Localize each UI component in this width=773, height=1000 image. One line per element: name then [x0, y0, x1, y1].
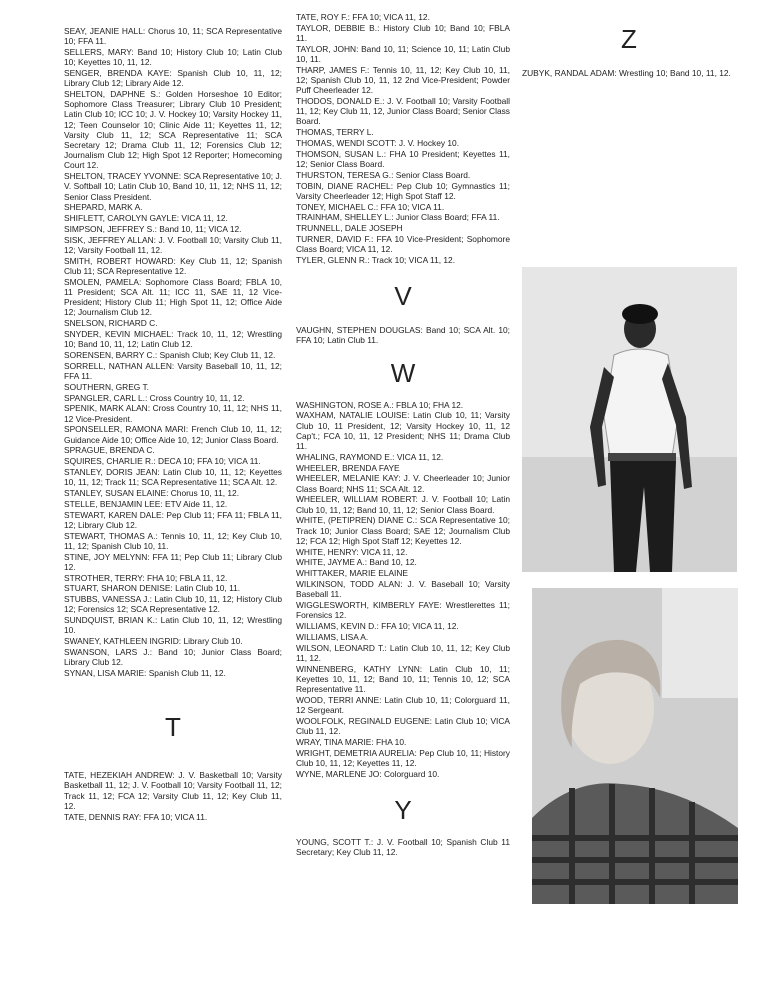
student-name: SWANEY, KATHLEEN INGRID: [64, 636, 182, 647]
student-name: STANLEY, SUSAN ELAINE: [64, 488, 169, 498]
student-activities: J. V. Hockey 10. [396, 138, 460, 148]
directory-entry [64, 499, 282, 509]
student-activities: Band 10, 11; VICA 12. [156, 224, 242, 235]
student-activities: History Club 10; Band 10; FBLA 11. [296, 22, 510, 43]
directory-entry [296, 716, 510, 736]
student-name: SHEPARD, MARK A. [64, 202, 143, 213]
directory-entry [64, 668, 282, 678]
student-name: TONEY, MICHAEL C.: [296, 201, 379, 212]
student-name: TRAINHAM, SHELLEY L.: [296, 212, 394, 223]
student-name: ZUBYK, RANDAL ADAM: [522, 68, 617, 78]
directory-entry [296, 695, 510, 715]
student-activities: Latin Club 10; VICA Club 11, 12. [296, 715, 510, 736]
student-name: WHITE, HENRY: [296, 546, 359, 557]
student-name: SMOLEN, PAMELA: [64, 276, 142, 287]
entry-list-z [522, 68, 736, 78]
column-left [64, 26, 282, 822]
student-name: SEAY, JEANIE HALL: [64, 26, 146, 36]
student-activities: Tennis 10, 11, 12; Key Club 10, 11, 12; Spanish Club 10, 11, 12 2nd Vice-President; Powder Puff Cheerleader 12. [296, 64, 511, 96]
student-activities: Key Club 11, 12; Spanish Club 11; SCA Representative 12. [64, 255, 283, 277]
student-activities: ETV Aide 11, 12. [162, 498, 228, 509]
student-name: SENGER, BRENDA KAYE: [64, 68, 172, 78]
student-name: THOMAS, WENDI SCOTT: [296, 138, 397, 148]
student-activities: Spanish Club 11, 12. [146, 667, 226, 678]
directory-entry [296, 452, 510, 462]
directory-entry [296, 557, 510, 567]
directory-entry [296, 12, 510, 22]
directory-entry [64, 382, 282, 392]
directory-entry [296, 632, 510, 642]
student-activities: Latin Club 10, 11, 12; Wrestling 10. [64, 615, 282, 636]
student-activities: Wrestling 10; Band 10, 11, 12. [616, 68, 731, 78]
directory-entry [64, 445, 282, 455]
student-activities: Library Club 10. [181, 636, 243, 647]
student-activities: Spanish Club; Key Club 11, 12. [157, 350, 276, 361]
student-activities: Tennis 10, 11, 12; Key Club 10, 11, 12; Spanish Club 10, 11. [64, 530, 282, 551]
student-activities: Pep Club 10, 11; History Club 10, 11, 12; Keyettes 11, 12. [296, 747, 510, 768]
directory-entry [296, 170, 510, 180]
student-activities: Pep Club 11; FFA 11; FBLA 11, 12; Library Club 12. [64, 509, 282, 530]
column-middle [296, 12, 510, 858]
directory-entry [64, 26, 282, 46]
directory-entry [64, 812, 282, 822]
student-name: SISK, JEFFREY ALLAN: [64, 234, 156, 245]
directory-entry [296, 400, 510, 410]
student-name: SMITH, ROBERT HOWARD: [64, 255, 176, 266]
student-name: WRAY, TINA MARIE: [296, 736, 374, 747]
student-activities: Latin Club 10, 11; Colorguard 11, 12 Sergeant. [296, 694, 510, 715]
directory-entry [296, 621, 510, 631]
student-name: WIGGLESWORTH, KIMBERLY FAYE: [296, 599, 442, 610]
directory-entry [64, 202, 282, 212]
student-activities: Colorguard 10. [381, 768, 440, 779]
student-name: TRUNNELL, DALE JOSEPH [296, 223, 403, 234]
student-activities: J. V. Basketball 10; Varsity Basketball 11, 12; J. V. Football 10; Varsity Football 11, 12; Track 11, 12; FCA 12; Varsity Club 11, 12; Key Club 11, 12. [64, 770, 282, 811]
directory-entry [64, 89, 282, 171]
student-name: SHELTON, DAPHNE S.: [64, 89, 161, 99]
student-activities: VICA 11, 12. [179, 213, 228, 224]
student-name: SNYDER, KEVIN MICHAEL: [64, 329, 174, 340]
student-activities: FFA 10; VICA 11, 12. [349, 12, 430, 22]
student-activities: Spanish Club 10, 11, 12; Library Club 12; Library Aide 12. [64, 68, 282, 89]
student-name: TURNER, DAVID F.: [296, 233, 374, 244]
student-activities: FFA 10; VICA 11. [378, 201, 445, 212]
student-name: YOUNG, SCOTT T.: [296, 836, 374, 847]
directory-entry [296, 664, 510, 695]
entry-list-t-left [64, 770, 282, 822]
student-activities: J. V. Football 10; Latin Club 10, 11, 12; Band 10, 11, 12; Senior Class Board. [296, 494, 510, 515]
student-name: WILKINSON, TODD ALAN: [296, 578, 403, 589]
student-activities: Band 10, 11; Science 10, 11; Latin Club 10, 11. [296, 43, 510, 64]
student-name: SOUTHERN, GREG T. [64, 381, 149, 392]
directory-entry [64, 467, 282, 487]
directory-entry [64, 636, 282, 646]
student-name: WHITTAKER, MARIE ELAINE [296, 568, 408, 579]
student-name: STROTHER, TERRY: [64, 572, 145, 583]
student-activities: J. V. Baseball 10; Varsity Baseball 11. [296, 578, 510, 600]
student-activities: Cross Country 10, 11, 12. [147, 392, 245, 403]
student-name: WRIGHT, DEMETRIA AURELIA: [296, 747, 417, 758]
entry-list-y [296, 837, 510, 857]
student-activities: FFA 10; VICA 11, 12. [378, 620, 459, 631]
student-activities: J. V. Football 10; Varsity Football 11, 12; Key Club 11, 12, Junior Class Board; Senior Class Board. [296, 96, 511, 127]
student-activities: Junior Class Board; FFA 11. [393, 212, 500, 223]
student-name: WHITE, (PETIPREN) DIANE C.: [296, 515, 418, 526]
directory-entry [296, 44, 510, 64]
student-activities: FFA 10 Vice-President; Sophomore Class Board; VICA 11, 12. [296, 233, 511, 255]
student-name: THARP, JAMES F.: [296, 64, 370, 75]
student-activities: Wrestlerettes 11; Forensics 12. [296, 599, 511, 621]
directory-entry [296, 138, 510, 148]
directory-entry [296, 149, 510, 169]
student-activities: French Club 10, 11, 12; Guidance Aide 10; Office Aide 10, 12; Junior Class Board. [64, 424, 282, 445]
student-name: TOBIN, DIANE RACHEL: [296, 180, 394, 191]
student-activities: Latin Club 10, 11, 12; Keyettes 10, 11, 12; Track 11; SCA Representative 11; SCA Alt. 12. [64, 467, 282, 488]
student-name: SHIFLETT, CAROLYN GAYLE: [64, 213, 180, 224]
student-name: TATE, HEZEKIAH ANDREW: [64, 770, 175, 781]
directory-entry [296, 96, 510, 127]
student-name: WHEELER, BRENDA FAYE [296, 462, 400, 473]
student-activities: Band 10; SCA Alt. 10; FFA 10; Latin Club 11. [296, 325, 511, 346]
directory-entry [64, 647, 282, 667]
student-name: STEWART, THOMAS A.: [64, 530, 158, 541]
directory-entry [296, 212, 510, 222]
directory-entry [64, 424, 282, 444]
photo-standing-illustration [522, 267, 737, 572]
section-letter-z: Z [621, 24, 637, 54]
directory-entry [296, 410, 510, 451]
student-activities: Track 10, 11, 12; Wrestling 10; Band 10, 11, 12; Latin Club 12. [64, 329, 283, 350]
directory-entry [64, 552, 282, 572]
directory-entry [64, 329, 282, 349]
student-name: SUNDQUIST, BRIAN K.: [64, 615, 158, 626]
entry-list-w [296, 400, 510, 779]
student-name: TAYLOR, JOHN: [296, 43, 359, 54]
directory-entry [296, 181, 510, 201]
student-activities: FFA 10; VICA 11. [141, 811, 208, 822]
directory-entry [296, 737, 510, 747]
student-name: SELLERS, MARY: [64, 47, 134, 57]
student-name: SPANGLER, CARL L.: [64, 392, 148, 403]
student-name: WOOD, TERRI ANNE: [296, 694, 382, 705]
student-activities: FHA 10. [373, 736, 407, 747]
directory-entry [64, 393, 282, 403]
directory-entry [296, 234, 510, 254]
directory-entry [64, 456, 282, 466]
directory-entry [64, 510, 282, 530]
student-name: WILLIAMS, LISA A. [296, 631, 369, 642]
student-activities: FFA 11; Pep Club 11; Library Club 12. [64, 551, 283, 572]
directory-entry [296, 223, 510, 233]
directory-entry [296, 837, 510, 857]
directory-entry [296, 473, 510, 493]
student-name: THODOS, DONALD E.: [296, 96, 385, 106]
student-activities: FHA 10 President; Keyettes 11, 12; Senior Class Board. [296, 148, 510, 169]
student-activities: Cross Country 10, 11, 12; NHS 11, 12 Vice-President. [64, 403, 282, 424]
student-name: SNELSON, RICHARD C. [64, 318, 158, 329]
student-name: SIMPSON, JEFFREY S.: [64, 224, 157, 235]
directory-entry [64, 770, 282, 811]
student-name: WINNENBERG, KATHY LYNN: [296, 663, 423, 674]
student-activities: Latin Club 10, 11; Varsity Club 10, 11 President, 12; Varsity Hockey 10, 11, 12 Cap't.; FCA 10, 11, 12 President; NHS 11; Drama Club 11. [296, 410, 510, 451]
student-name: SYNAN, LISA MARIE: [64, 667, 147, 678]
student-activities: FBLA 10; FHA 12. [393, 399, 464, 410]
directory-entry [64, 277, 282, 318]
student-activities: SCA Representative 10; J. V. Softball 10; Latin Club 10, Band 10, 11, 12; NHS 11, 12; Senior Class President. [64, 171, 282, 202]
student-name: SHELTON, TRACEY YVONNE: [64, 171, 182, 182]
student-name: TAYLOR, DEBBIE B.: [296, 22, 380, 33]
directory-entry [64, 224, 282, 234]
student-activities: FHA 10; FBLA 11, 12. [144, 572, 228, 583]
directory-entry [296, 23, 510, 43]
directory-entry [296, 325, 510, 345]
directory-entry [296, 494, 510, 514]
student-name: SPONSELLER, RAMONA MARI: [64, 424, 189, 435]
entry-list-t [296, 12, 510, 265]
student-activities: VICA 11, 12. [394, 451, 444, 462]
directory-entry [522, 68, 736, 78]
student-name: WHEELER, MELANIE KAY: [296, 473, 401, 484]
directory-entry [296, 202, 510, 212]
student-activities: Latin Club 10, 11; Keyettes 10, 11, 12; Band 10, 11; Tennis 10, 12; SCA Representative 11. [296, 663, 510, 694]
directory-entry [296, 127, 510, 137]
column-right [522, 24, 736, 79]
directory-entry [64, 318, 282, 328]
student-name: WYNE, MARLENE JO: [296, 768, 382, 779]
student-name: WILLIAMS, KEVIN D.: [296, 620, 379, 631]
student-name: STANLEY, DORIS JEAN: [64, 467, 160, 477]
student-activities: Latin Club 10, 11. [172, 583, 241, 594]
student-activities: Band 10, 12. [367, 557, 417, 568]
student-name: SORRELL, NATHAN ALLEN: [64, 360, 175, 371]
directory-entry [64, 488, 282, 498]
student-photo-standing [522, 267, 737, 572]
directory-entry [296, 568, 510, 578]
directory-entry [64, 573, 282, 583]
directory-entry [64, 403, 282, 423]
directory-entry [296, 463, 510, 473]
student-name: THURSTON, TERESA G.: [296, 169, 394, 180]
directory-entry [296, 547, 510, 557]
student-activities: J. V. Football 10; Spanish Club 11 Secretary; Key Club 11, 12. [296, 836, 510, 857]
student-activities: Varsity Baseball 10, 11, 12; FFA 11. [64, 360, 282, 382]
directory-entry [64, 47, 282, 67]
student-name: WHALING, RAYMOND E.: [296, 451, 395, 462]
student-activities: Chorus 10, 11; SCA Representative 10; FFA 11. [64, 26, 282, 47]
section-letter-t: T [165, 712, 181, 743]
student-name: STINE, JOY MELYNN: [64, 551, 150, 562]
student-activities: Latin Club 10, 11, 12; History Club 12; Forensics 12; SCA Representative 12. [64, 594, 282, 615]
student-activities: DECA 10; FFA 10; VICA 11. [155, 456, 261, 467]
student-activities: Band 10; Junior Class Board; Library Club 12. [64, 646, 282, 668]
directory-entry [64, 615, 282, 635]
directory-entry [64, 350, 282, 360]
student-activities: Pep Club 10; Gymnastics 11; Varsity Cheerleader 12; High Spot Staff 12. [296, 180, 510, 201]
student-activities: Chorus 10, 11, 12. [168, 488, 240, 498]
student-activities: J. V. Cheerleader 10; Junior Class Board; NHS 11; SCA Alt. 12. [296, 473, 510, 494]
directory-entry [64, 594, 282, 614]
student-name: STUBBS, VANESSA J.: [64, 594, 153, 605]
directory-entry [64, 361, 282, 381]
student-activities: Golden Horseshoe 10 Editor; Sophomore Class Treasurer; Library Club 10 President; Latin Club 10; ICC 10; J. V. Hockey 10; Varsity Hockey 11, 12; Teen Counselor 10; Clinic Aide 11; Keyettes 11, 12; Varsity Club 11, 12; SCA Representative 11; SCA Secretary 12; Drama Club 11, 12; Forensics Club 12; Journalism Club 12; High Spot 12 Reporter; Homecoming Court 12. [64, 89, 283, 171]
student-activities: VICA 11, 12. [358, 546, 408, 557]
directory-entry [64, 171, 282, 202]
directory-entry [296, 643, 510, 663]
student-name: THOMAS, TERRY L. [296, 127, 374, 138]
section-letter-v: V [394, 281, 412, 312]
student-name: WASHINGTON, ROSE A.: [296, 399, 394, 410]
entry-list-s [64, 26, 282, 678]
student-photo-portrait [532, 588, 738, 904]
directory-entry [296, 748, 510, 768]
directory-entry [64, 68, 282, 88]
student-activities: Sophomore Class Board; FBLA 10, 11 President; SCA Alt. 11; ICC 11, SAE 11, 12 Vice-President; History Club 11; High Spot 11, 12; Office Aide 12; Journalism Club 12. [64, 276, 282, 318]
student-name: TATE, ROY F.: [296, 12, 350, 22]
directory-entry [296, 255, 510, 265]
student-name: WAXHAM, NATALIE LOUISE: [296, 410, 410, 421]
student-name: THOMSON, SUSAN L.: [296, 148, 387, 159]
directory-entry [296, 600, 510, 620]
student-name: STELLE, BENJAMIN LEE: [64, 498, 163, 509]
directory-entry [64, 531, 282, 551]
student-name: STUART, SHARON DENISE: [64, 583, 173, 594]
directory-entry [64, 256, 282, 276]
directory-entry [296, 65, 510, 96]
directory-entry [64, 583, 282, 593]
student-activities: SCA Representative 10; Track 10; Junior Class Board; SAE 12; Journalism Club 12; FCA 12; High Spot Staff 12; Keyettes 12. [296, 515, 510, 546]
directory-entry [296, 769, 510, 779]
student-name: TATE, DENNIS RAY: [64, 811, 142, 822]
student-activities: Senior Class Board. [393, 169, 471, 180]
directory-entry [64, 235, 282, 255]
directory-entry [296, 579, 510, 599]
student-name: STEWART, KAREN DALE: [64, 509, 164, 520]
student-activities: Band 10; History Club 10; Latin Club 10; Keyettes 10, 11, 12. [64, 47, 282, 68]
student-name: WHEELER, WILLIAM ROBERT: [296, 494, 418, 505]
student-name: VAUGHN, STEPHEN DOUGLAS: [296, 325, 423, 336]
student-name: SQUIRES, CHARLIE R.: [64, 456, 156, 467]
entry-list-v [296, 325, 510, 345]
section-letter-y: Y [394, 794, 412, 825]
photo-portrait-illustration [532, 588, 738, 904]
student-name: TYLER, GLENN R.: [296, 254, 370, 265]
directory-entry [64, 213, 282, 223]
student-name: WOOLFOLK, REGINALD EUGENE: [296, 715, 433, 726]
student-activities: J. V. Football 10; Varsity Club 11, 12; Varsity Football 11, 12. [64, 234, 282, 256]
student-name: SPENIK, MARK ALAN: [64, 403, 151, 414]
directory-entry [296, 515, 510, 546]
student-activities: Latin Club 10, 11, 12; Key Club 11, 12. [296, 642, 510, 663]
student-name: SWANSON, LARS J.: [64, 646, 153, 657]
student-name: SPRAGUE, BRENDA C. [64, 445, 155, 456]
student-name: WHITE, JAYME A.: [296, 557, 368, 568]
student-name: SORENSEN, BARRY C.: [64, 350, 158, 361]
student-name: WILSON, LEONARD T.: [296, 642, 387, 653]
section-letter-w: W [390, 357, 416, 388]
student-activities: Track 10; VICA 11, 12. [369, 254, 456, 265]
